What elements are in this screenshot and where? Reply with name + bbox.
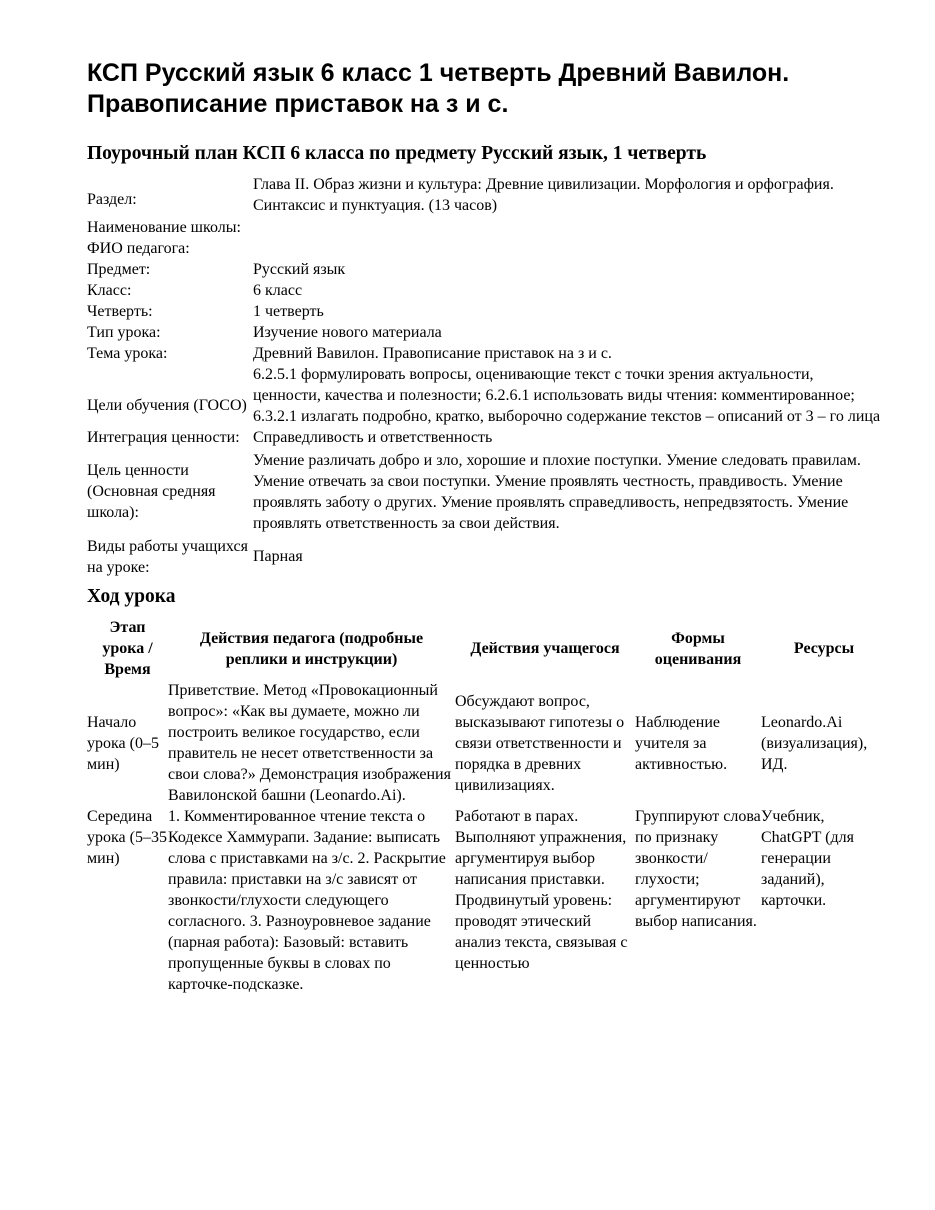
info-row (87, 280, 885, 301)
info-value (253, 216, 885, 238)
header-student: Действия учащегося (470, 640, 620, 657)
info-label: Цель ценности (Основная средняя школа): (87, 461, 216, 521)
info-row (87, 343, 885, 364)
info-label: Виды работы учащихся на уроке: (87, 538, 248, 576)
info-label: Цели обучения (ГОСО) (87, 397, 247, 414)
header-assessment: Формы оценивания (654, 629, 742, 668)
info-label: Наименование школы: (87, 219, 241, 236)
info-row (87, 259, 885, 280)
info-label: Интеграция ценности: (87, 429, 240, 446)
info-value: 6.2.5.1 формулировать вопросы, оценивающие текст с точки зрения актуальности, ценности, качества и полезности; 6.2.6.1 использовать виды чтения: комментированное; 6.3.2.1 излагать подробно, кратко, выборочно содержание текстов – описаний от 3 – го лица (253, 366, 881, 425)
info-label: Класс: (87, 282, 132, 299)
assessment-cell: Наблюдение учителя за активностью. (635, 713, 728, 773)
student-cell: Работают в парах. Выполняют упражнения, аргументируя выбор написания приставки. Продвинутый уровень: проводят этический анализ текста, связывая с ценностью (455, 808, 628, 972)
info-value: Русский язык (253, 261, 346, 278)
info-value: Древний Вавилон. Правописание приставок на з и с. (253, 345, 612, 362)
info-value: Умение различать добро и зло, хорошие и плохие поступки. Умение следовать правилам. Умение отвечать за свои поступки. Умение проявлять честность, правдивость. Умение проявлять заботу о других. Умение проявлять справедливость, непредвзятость. Умение проявлять ответственность за свои действия. (253, 452, 861, 532)
info-row (87, 534, 885, 578)
info-value: Изучение нового материала (253, 324, 442, 341)
info-row (87, 174, 885, 216)
header-resources: Ресурсы (793, 640, 855, 657)
info-value: 1 четверть (253, 303, 324, 320)
info-value: Парная (253, 547, 303, 565)
stage-cell: Середина урока (5–35 мин) (87, 808, 167, 867)
lesson-table (87, 617, 887, 995)
info-label: Четверть: (87, 303, 153, 320)
info-value: Глава II. Образ жизни и культура: Древние цивилизации. Морфология и орфография. Синтаксис и пунктуация. (13 часов) (253, 176, 834, 214)
lesson-heading: Ход урока (87, 586, 176, 607)
student-cell: Обсуждают вопрос, высказывают гипотезы о связи ответственности и порядка в древних цивилизациях. (455, 692, 625, 794)
info-label: ФИО педагога: (87, 240, 190, 257)
resources-cell: Учебник, ChatGPT (для генерации заданий), карточки. (761, 808, 854, 909)
stage-cell: Начало урока (0–5 мин) (87, 713, 159, 773)
plan-subtitle: Поурочный план КСП 6 класса по предмету Русский язык, 1 четверть (87, 143, 707, 164)
info-row (87, 364, 885, 427)
resources-cell: Leonardo.Ai (визуализация), ИД. (761, 713, 868, 773)
info-value (253, 238, 885, 259)
teacher-cell: Приветствие. Метод «Провокационный вопрос»: «Как вы думаете, можно ли построить великое государство, если правитель не несет ответственности за свои слова?» Демонстрация изображения Вавилонской башни (Leonardo.Ai). (168, 682, 451, 804)
info-table (87, 174, 885, 578)
lesson-row (87, 680, 887, 806)
info-label: Тема урока: (87, 345, 168, 362)
info-row (87, 448, 885, 534)
info-row (87, 301, 885, 322)
info-row (87, 216, 885, 238)
assessment-cell: Группируют слова по признаку звонкости/глухости; аргументируют выбор написания. (635, 808, 761, 930)
info-row (87, 322, 885, 343)
header-teacher: Действия педагога (подробные реплики и инструкции) (199, 629, 424, 668)
document-page (87, 58, 887, 995)
info-row (87, 238, 885, 259)
info-row (87, 427, 885, 448)
page-title: КСП Русский язык 6 класс 1 четверть Древний Вавилон. Правописание приставок на з и с. (87, 59, 790, 118)
lesson-header-row (87, 617, 887, 680)
teacher-cell: 1. Комментированное чтение текста о Кодексе Хаммурапи. Задание: выписать слова с приставками на з/с. 2. Раскрытие правила: приставки на з/с зависят от звонкости/глухости следующего согласного. 3. Разноуровневое задание (парная работа): Базовый: вставить пропущенные буквы в словах по карточке-подсказке. (168, 808, 446, 993)
info-label: Раздел: (87, 191, 137, 208)
info-label: Тип урока: (87, 324, 161, 341)
lesson-row (87, 806, 887, 995)
info-value: Справедливость и ответственность (253, 429, 493, 446)
header-stage: Этап урока / Время (102, 619, 153, 678)
info-value: 6 класс (253, 282, 303, 299)
info-label: Предмет: (87, 261, 151, 278)
